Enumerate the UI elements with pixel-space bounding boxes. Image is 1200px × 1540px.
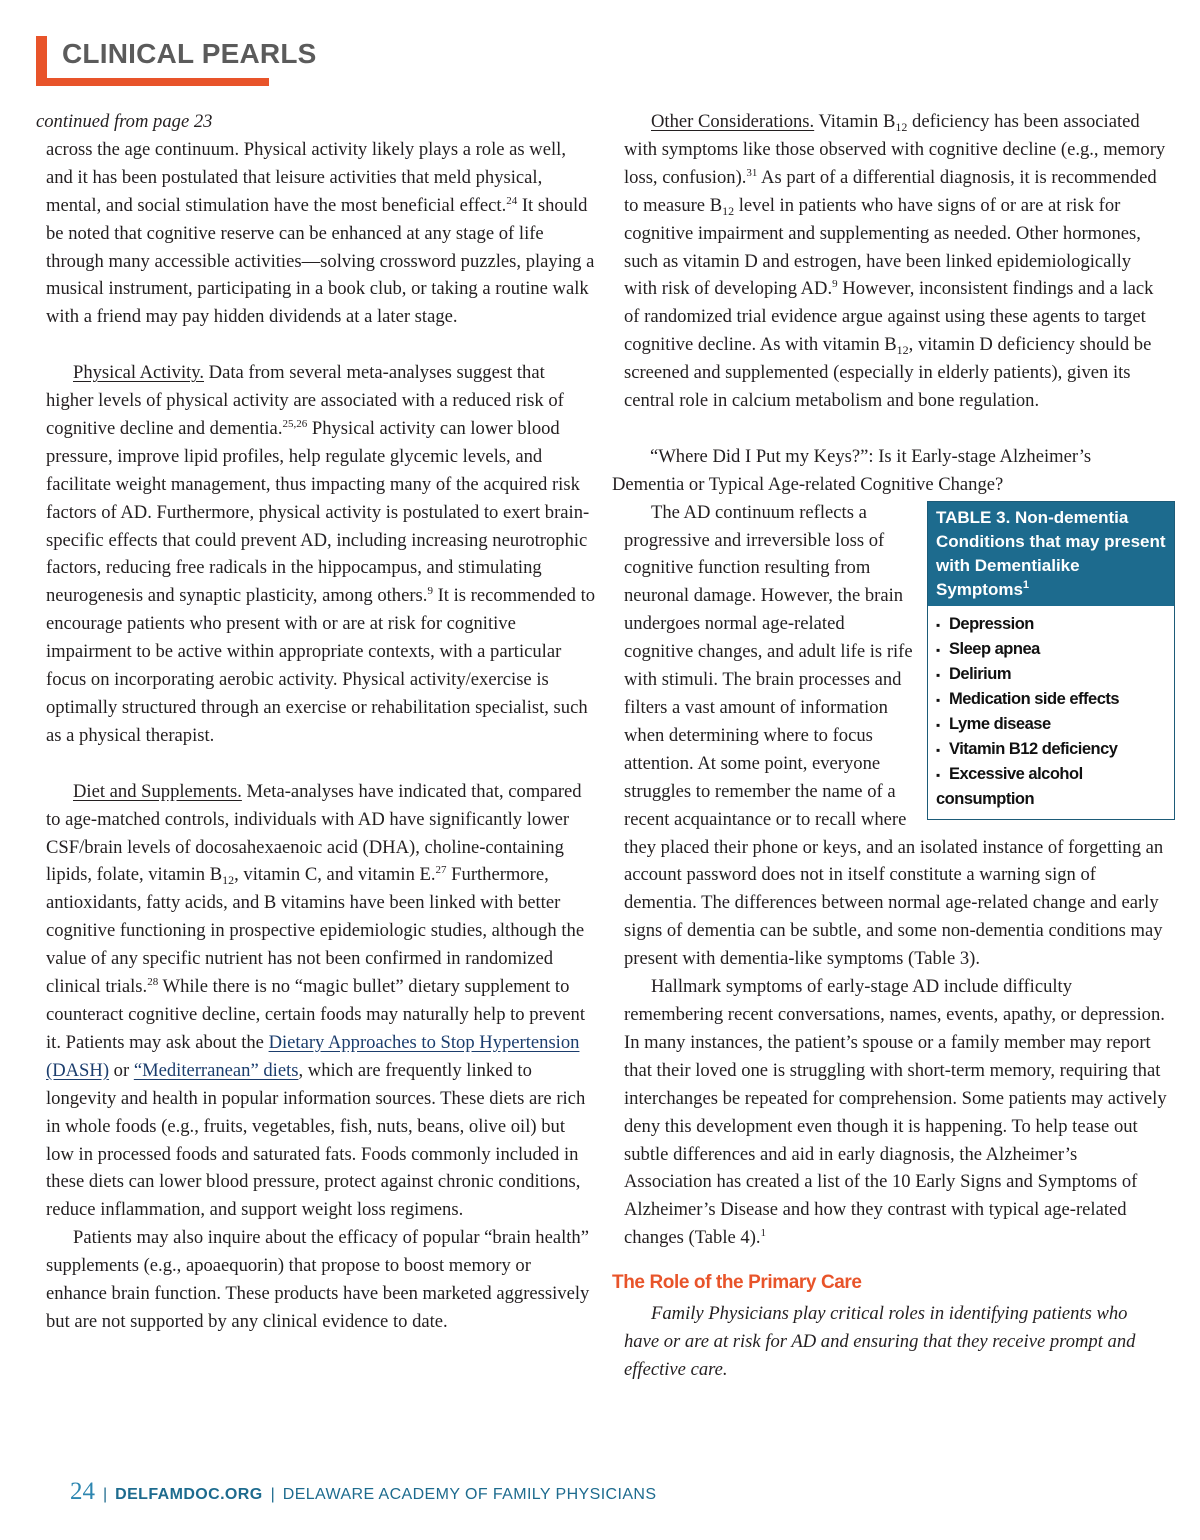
citation: 9 (427, 585, 433, 598)
table-3-item: ▪ Delirium (936, 662, 1168, 687)
paragraph-ad-continuum: The AD continuum reflects a progressive and irreversible loss of cognitive function resulting from neuronal damage. However, the brain undergoes normal age-related cognitive changes, and adult life is rife with stimuli. The brain processes and filters a vast amount of information when determining where to focus attention. At some point, everyone struggles to remember the name of a recent acquaintance or to recall where they placed their phone or keys, and an isolated instance of forgetting an account password does not in itself constitute a warning sign of dementia. The differences between normal age-related change and early signs of dementia can be subtle, and some non-dementia conditions may present with dementia-like symptoms (Table 3). (624, 501, 1164, 970)
citation: 25,26 (282, 417, 308, 430)
table-3-box (927, 501, 1175, 820)
table-3-item: ▪ Excessive alcohol consumption (936, 762, 1168, 811)
paragraph-brain-supplements: Patients may also inquire about the efficacy of popular “brain health” supplements (e.g., apoaequorin) that propose to boost memory or enhance brain function. These products have been marketed aggressively but are not supported by any clinical evidence to date. (46, 1227, 590, 1332)
dash-diet-link[interactable]: Dietary Approaches to Stop Hypertension (DASH) (46, 1031, 580, 1081)
table-3-title: TABLE 3. Non-dementia Conditions that may present with Dementialike Symptoms$^1$ (928, 502, 1174, 606)
paragraph-cognitive-reserve: across the age continuum. Physical activity likely plays a role as well, and it has been postulated that leisure activities that meld physical, mental, and social stimulation have the most beneficial effect.$^{24}$ It should be noted that cognitive reserve can be enhanced at any stage of life through many accessible activities—solving crossword puzzles, playing a musical instrument, participating in a book club, or taking a routine walk with a friend may pay hidden dividends at a later stage. (46, 138, 595, 328)
citation: 28 (147, 976, 159, 989)
table-3-list (928, 606, 1174, 819)
mediterranean-diet-link[interactable]: “Mediterranean” diets (133, 1059, 299, 1081)
citation: 24 (506, 194, 518, 207)
paragraph-other-considerations: Other Considerations. Vitamin $B_{12}$ deficiency has been associated with symptoms like those observed with cognitive decline (e.g., memory loss, confusion).$^{31}$ As part of a differential diagnosis, it is recommended to measure $B_{12}$ level in patients who have signs of or are at risk for cognitive impairment and supplementing as needed. Other hormones, such as vitamin D and estrogen, have been linked epidemiologically with risk of developing AD.$^9$ However, inconsistent findings and a lack of randomized trial evidence argue against using these agents to target cognitive decline. As with vitamin $B_{12}$, vitamin D deficiency should be screened and supplemented (especially in elderly patients), given its central role in calcium metabolism and bone regulation. (624, 111, 1166, 412)
paragraph-family-physicians: Family Physicians play critical roles in identifying patients who have or are at risk for AD and ensuring that they receive prompt and effective care. (624, 1303, 1136, 1380)
physical-activity-heading: Physical Activity. (73, 362, 205, 384)
continued-note: continued from page 23 (36, 111, 213, 132)
paragraph-physical-activity: Physical Activity. Data from several meta-analyses suggest that higher levels of physical activity are associated with a reduced risk of cognitive decline and dementia.$^{25,26}$ Physical activity can lower blood pressure, improve lipid profiles, help regulate glycemic levels, and facilitate weight management, thus impacting many of the acquired risk factors of AD. Furthermore, physical activity is postulated to exert brain-specific effects that could prevent AD, including increasing neurotrophic factors, reducing free radicals in the hippocampus, and stimulating neurogenesis and synaptic plasticity, among others.$^9$ It is recommended to encourage patients who present with or are at risk for cognitive impairment to be active within appropriate contexts, with a particular focus on incorporating aerobic activity. Physical activity/exercise is optimally structured through an exercise or rehabilitation specialist, such as a physical therapist. (46, 362, 596, 746)
citation: 1 (760, 1227, 767, 1240)
primary-care-subhead: The Role of the Primary Care (612, 1272, 862, 1294)
other-considerations-heading: Other Considerations. (651, 111, 815, 132)
right-column (612, 108, 1167, 1384)
footer-site-link[interactable]: DELFAMDOC.ORG (115, 1486, 263, 1503)
table-3-item: ▪ Medication side effects (936, 687, 1168, 712)
page-number: 24 (70, 1478, 95, 1505)
table-3-item: ▪ Vitamin B12 deficiency (936, 737, 1168, 762)
table-3-item: ▪ Lyme disease (936, 712, 1168, 737)
table-3-item: ▪ Sleep apnea (936, 637, 1168, 662)
page-footer: 24 | DELFAMDOC.ORG | DELAWARE ACADEMY OF FAMILY PHYSICIANS (70, 1478, 657, 1505)
citation: 9 (832, 278, 838, 291)
citation: 31 (746, 166, 758, 179)
table-3-item: ▪ Depression (936, 612, 1168, 637)
footer-organization: DELAWARE ACADEMY OF FAMILY PHYSICIANS (282, 1486, 657, 1503)
diet-supplements-heading: Diet and Supplements. (73, 780, 242, 802)
header-accent-underline (36, 78, 269, 86)
paragraph-diet-supplements: Diet and Supplements. Meta-analyses have indicated that, compared to age-matched controls, individuals with AD have significantly lower CSF/brain levels of docosahexaenoic acid (DHA), choline-containing lipids, folate, vitamin $B_{12}$, vitamin C, and vitamin E.$^{27}$ Furthermore, antioxidants, fatty acids, and B vitamins have been linked with better cognitive functioning in prospective epidemiologic studies, although the value of any specific nutrient has not been confirmed in randomized clinical trials.$^{28}$ While there is no “magic bullet” dietary supplement to counteract cognitive decline, certain foods may naturally help to prevent it. Patients may ask about the Dietary Approaches to Stop Hypertension (DASH) or “Mediterranean” diets, which are frequently linked to longevity and health in popular information sources. These diets are rich in whole foods (e.g., fruits, vegetables, fish, nuts, beans, olive oil) but low in processed foods and saturated fats. Foods commonly included in these diets can lower blood pressure, protect against chronic conditions, reduce inflammation, and support weight loss regimens. (46, 780, 586, 1221)
section-label: CLINICAL PEARLS (62, 38, 317, 69)
question-heading: “Where Did I Put my Keys?”: Is it Early-stage Alzheimer’s Dementia or Typical Age-related Cognitive Change? (612, 445, 1092, 495)
left-column (36, 108, 596, 1336)
paragraph-hallmark-symptoms: Hallmark symptoms of early-stage AD include difficulty remembering recent conversations, names, events, apathy, or depression. In many instances, the patient’s spouse or a family member may report that their loved one is struggling with short-term memory, requiring that interchanges be repeated for comprehension. Some patients may actively deny this development even though it is happening. To help tease out subtle differences and aid in early diagnosis, the Alzheimer’s Association has created a list of the 10 Early Signs and Symptoms of Alzheimer’s Disease and how they contrast with typical age-related changes (Table 4).$^1$ (624, 976, 1167, 1249)
citation: 27 (435, 864, 447, 877)
